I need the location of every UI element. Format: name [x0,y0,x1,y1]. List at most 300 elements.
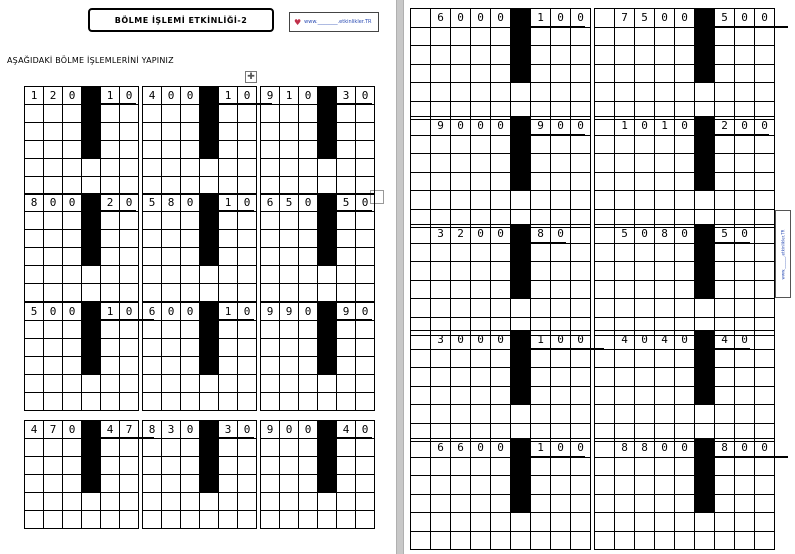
answer-cell[interactable] [695,405,715,424]
answer-cell[interactable] [615,476,635,495]
answer-cell[interactable] [635,368,655,387]
answer-cell[interactable] [181,105,200,123]
answer-cell[interactable] [571,135,591,154]
answer-cell[interactable] [143,493,162,511]
answer-cell[interactable] [44,284,63,302]
answer-cell[interactable] [219,266,238,284]
answer-cell[interactable] [261,339,280,357]
answer-cell[interactable] [491,280,511,299]
answer-cell[interactable] [431,191,451,210]
answer-cell[interactable] [735,405,755,424]
answer-cell[interactable] [431,476,451,495]
answer-cell[interactable] [551,280,571,299]
answer-cell[interactable] [280,375,299,393]
answer-cell[interactable] [531,191,551,210]
answer-cell[interactable] [735,46,755,65]
answer-cell[interactable] [299,321,318,339]
answer-cell[interactable] [219,212,238,230]
answer-cell[interactable] [143,105,162,123]
answer-cell[interactable] [44,321,63,339]
answer-cell[interactable] [63,230,82,248]
answer-cell[interactable] [595,243,615,262]
answer-cell[interactable] [101,375,120,393]
answer-cell[interactable] [431,349,451,368]
answer-cell[interactable] [280,212,299,230]
answer-cell[interactable] [471,386,491,405]
answer-cell[interactable] [63,159,82,177]
answer-cell[interactable] [181,230,200,248]
answer-cell[interactable] [431,494,451,513]
answer-cell[interactable] [531,46,551,65]
answer-cell[interactable] [261,141,280,159]
answer-cell[interactable] [755,457,775,476]
answer-cell[interactable] [755,280,775,299]
answer-cell[interactable] [181,266,200,284]
answer-cell[interactable] [44,105,63,123]
answer-cell[interactable] [200,266,219,284]
answer-cell[interactable] [451,64,471,83]
answer-cell[interactable] [318,375,337,393]
answer-cell[interactable] [318,284,337,302]
answer-cell[interactable] [238,375,257,393]
answer-cell[interactable] [238,493,257,511]
answer-cell[interactable] [238,339,257,357]
answer-cell[interactable] [531,531,551,550]
answer-cell[interactable] [25,123,44,141]
answer-cell[interactable] [63,284,82,302]
answer-cell[interactable] [337,105,356,123]
answer-cell[interactable] [101,357,120,375]
answer-cell[interactable] [635,494,655,513]
answer-cell[interactable] [531,64,551,83]
answer-cell[interactable] [675,386,695,405]
answer-cell[interactable] [715,368,735,387]
answer-cell[interactable] [675,405,695,424]
answer-cell[interactable] [635,386,655,405]
answer-cell[interactable] [411,27,431,46]
answer-cell[interactable] [655,476,675,495]
answer-cell[interactable] [143,177,162,195]
answer-cell[interactable] [261,321,280,339]
answer-cell[interactable] [299,339,318,357]
answer-cell[interactable] [318,493,337,511]
answer-cell[interactable] [551,172,571,191]
answer-cell[interactable] [615,531,635,550]
answer-cell[interactable] [219,393,238,411]
answer-cell[interactable] [635,280,655,299]
answer-cell[interactable] [101,159,120,177]
answer-cell[interactable] [238,284,257,302]
answer-cell[interactable] [451,243,471,262]
answer-cell[interactable] [655,83,675,102]
answer-cell[interactable] [715,191,735,210]
answer-cell[interactable] [120,212,139,230]
answer-cell[interactable] [655,191,675,210]
answer-cell[interactable] [356,511,375,529]
answer-cell[interactable] [491,64,511,83]
answer-cell[interactable] [44,141,63,159]
answer-cell[interactable] [143,248,162,266]
answer-cell[interactable] [101,493,120,511]
answer-cell[interactable] [82,511,101,529]
answer-cell[interactable] [635,349,655,368]
answer-cell[interactable] [675,135,695,154]
answer-cell[interactable] [715,349,735,368]
answer-cell[interactable] [431,83,451,102]
answer-cell[interactable] [162,141,181,159]
answer-cell[interactable] [337,475,356,493]
answer-cell[interactable] [238,230,257,248]
answer-cell[interactable] [219,511,238,529]
answer-cell[interactable] [571,386,591,405]
answer-cell[interactable] [735,457,755,476]
answer-cell[interactable] [219,439,238,457]
answer-cell[interactable] [491,457,511,476]
answer-cell[interactable] [571,494,591,513]
answer-cell[interactable] [511,531,531,550]
answer-cell[interactable] [735,64,755,83]
answer-cell[interactable] [337,159,356,177]
answer-cell[interactable] [356,177,375,195]
answer-cell[interactable] [531,83,551,102]
answer-cell[interactable] [101,511,120,529]
answer-cell[interactable] [755,331,775,350]
answer-cell[interactable] [411,531,431,550]
answer-cell[interactable] [162,511,181,529]
answer-cell[interactable] [219,321,238,339]
answer-cell[interactable] [615,27,635,46]
answer-cell[interactable] [181,177,200,195]
answer-cell[interactable] [25,439,44,457]
answer-cell[interactable] [735,191,755,210]
answer-cell[interactable] [615,386,635,405]
answer-cell[interactable] [299,511,318,529]
answer-cell[interactable] [675,349,695,368]
answer-cell[interactable] [675,64,695,83]
answer-cell[interactable] [571,299,591,318]
answer-cell[interactable] [120,141,139,159]
answer-cell[interactable] [143,321,162,339]
answer-cell[interactable] [715,457,735,476]
answer-cell[interactable] [451,405,471,424]
answer-cell[interactable] [44,212,63,230]
answer-cell[interactable] [299,284,318,302]
answer-cell[interactable] [181,339,200,357]
answer-cell[interactable] [120,230,139,248]
answer-cell[interactable] [715,46,735,65]
answer-cell[interactable] [551,513,571,532]
answer-cell[interactable] [471,135,491,154]
answer-cell[interactable] [531,154,551,173]
answer-cell[interactable] [181,248,200,266]
answer-cell[interactable] [571,457,591,476]
answer-cell[interactable] [143,439,162,457]
answer-cell[interactable] [491,154,511,173]
answer-cell[interactable] [337,248,356,266]
answer-cell[interactable] [471,46,491,65]
answer-cell[interactable] [471,476,491,495]
answer-cell[interactable] [238,321,257,339]
answer-cell[interactable] [143,393,162,411]
answer-cell[interactable] [675,368,695,387]
answer-cell[interactable] [200,393,219,411]
answer-cell[interactable] [451,386,471,405]
answer-cell[interactable] [238,141,257,159]
answer-cell[interactable] [120,284,139,302]
answer-cell[interactable] [595,476,615,495]
answer-cell[interactable] [491,386,511,405]
answer-cell[interactable] [280,321,299,339]
answer-cell[interactable] [162,266,181,284]
answer-cell[interactable] [261,123,280,141]
answer-cell[interactable] [595,439,615,458]
answer-cell[interactable] [356,212,375,230]
answer-cell[interactable] [615,83,635,102]
answer-cell[interactable] [531,135,551,154]
answer-cell[interactable] [635,46,655,65]
answer-cell[interactable] [181,141,200,159]
answer-cell[interactable] [571,46,591,65]
answer-cell[interactable] [715,27,735,46]
answer-cell[interactable] [219,457,238,475]
answer-cell[interactable] [280,177,299,195]
answer-cell[interactable] [101,212,120,230]
answer-cell[interactable] [101,457,120,475]
answer-cell[interactable] [531,405,551,424]
answer-cell[interactable] [675,83,695,102]
answer-cell[interactable] [735,494,755,513]
answer-cell[interactable] [471,368,491,387]
answer-cell[interactable] [715,513,735,532]
answer-cell[interactable] [635,476,655,495]
answer-cell[interactable] [571,531,591,550]
answer-cell[interactable] [635,172,655,191]
answer-cell[interactable] [615,299,635,318]
answer-cell[interactable] [337,321,356,339]
answer-cell[interactable] [431,280,451,299]
answer-cell[interactable] [531,172,551,191]
answer-cell[interactable] [411,225,431,244]
answer-cell[interactable] [411,243,431,262]
answer-cell[interactable] [655,64,675,83]
answer-cell[interactable] [261,493,280,511]
answer-cell[interactable] [63,105,82,123]
answer-cell[interactable] [491,476,511,495]
answer-cell[interactable] [219,284,238,302]
answer-cell[interactable] [25,230,44,248]
answer-cell[interactable] [675,476,695,495]
answer-cell[interactable] [471,83,491,102]
answer-cell[interactable] [635,299,655,318]
answer-cell[interactable] [101,141,120,159]
answer-cell[interactable] [280,475,299,493]
answer-cell[interactable] [531,494,551,513]
answer-cell[interactable] [595,154,615,173]
answer-cell[interactable] [200,375,219,393]
answer-cell[interactable] [280,493,299,511]
answer-cell[interactable] [120,339,139,357]
answer-cell[interactable] [551,64,571,83]
answer-cell[interactable] [337,339,356,357]
answer-cell[interactable] [755,531,775,550]
answer-cell[interactable] [25,266,44,284]
answer-cell[interactable] [655,457,675,476]
answer-cell[interactable] [143,123,162,141]
answer-cell[interactable] [451,280,471,299]
answer-cell[interactable] [491,513,511,532]
answer-cell[interactable] [635,135,655,154]
answer-cell[interactable] [451,262,471,281]
answer-cell[interactable] [451,476,471,495]
answer-cell[interactable] [25,141,44,159]
answer-cell[interactable] [655,513,675,532]
answer-cell[interactable] [655,243,675,262]
answer-cell[interactable] [299,123,318,141]
answer-cell[interactable] [356,375,375,393]
answer-cell[interactable] [675,243,695,262]
answer-cell[interactable] [615,457,635,476]
answer-cell[interactable] [82,393,101,411]
answer-cell[interactable] [162,321,181,339]
answer-cell[interactable] [551,476,571,495]
answer-cell[interactable] [411,513,431,532]
answer-cell[interactable] [451,531,471,550]
answer-cell[interactable] [299,248,318,266]
answer-cell[interactable] [143,284,162,302]
answer-cell[interactable] [595,299,615,318]
answer-cell[interactable] [595,513,615,532]
answer-cell[interactable] [471,64,491,83]
answer-cell[interactable] [162,248,181,266]
answer-cell[interactable] [143,475,162,493]
answer-cell[interactable] [25,375,44,393]
answer-cell[interactable] [25,105,44,123]
answer-cell[interactable] [356,248,375,266]
answer-cell[interactable] [531,243,551,262]
answer-cell[interactable] [491,243,511,262]
answer-cell[interactable] [120,475,139,493]
answer-cell[interactable] [615,368,635,387]
answer-cell[interactable] [63,493,82,511]
answer-cell[interactable] [261,159,280,177]
answer-cell[interactable] [162,159,181,177]
answer-cell[interactable] [511,191,531,210]
answer-cell[interactable] [695,513,715,532]
answer-cell[interactable] [162,339,181,357]
answer-cell[interactable] [63,321,82,339]
answer-cell[interactable] [595,83,615,102]
answer-cell[interactable] [44,493,63,511]
answer-cell[interactable] [162,475,181,493]
answer-cell[interactable] [101,284,120,302]
answer-cell[interactable] [615,513,635,532]
answer-cell[interactable] [675,299,695,318]
answer-cell[interactable] [120,375,139,393]
answer-cell[interactable] [162,393,181,411]
answer-cell[interactable] [162,230,181,248]
answer-cell[interactable] [431,64,451,83]
answer-cell[interactable] [715,531,735,550]
answer-cell[interactable] [431,46,451,65]
answer-cell[interactable] [755,386,775,405]
answer-cell[interactable] [337,212,356,230]
answer-cell[interactable] [715,405,735,424]
answer-cell[interactable] [238,511,257,529]
answer-cell[interactable] [431,262,451,281]
answer-cell[interactable] [411,386,431,405]
answer-cell[interactable] [299,393,318,411]
answer-cell[interactable] [337,357,356,375]
answer-cell[interactable] [551,135,571,154]
answer-cell[interactable] [471,299,491,318]
answer-cell[interactable] [571,154,591,173]
answer-cell[interactable] [25,357,44,375]
answer-cell[interactable] [451,172,471,191]
answer-cell[interactable] [451,135,471,154]
answer-cell[interactable] [595,117,615,136]
answer-cell[interactable] [615,280,635,299]
answer-cell[interactable] [531,476,551,495]
answer-cell[interactable] [299,375,318,393]
answer-cell[interactable] [735,27,755,46]
answer-cell[interactable] [238,475,257,493]
answer-cell[interactable] [511,513,531,532]
answer-cell[interactable] [63,248,82,266]
answer-cell[interactable] [531,368,551,387]
answer-cell[interactable] [571,27,591,46]
answer-cell[interactable] [318,393,337,411]
answer-cell[interactable] [675,531,695,550]
answer-cell[interactable] [44,123,63,141]
answer-cell[interactable] [755,83,775,102]
answer-cell[interactable] [162,177,181,195]
answer-cell[interactable] [280,457,299,475]
answer-cell[interactable] [280,266,299,284]
answer-cell[interactable] [25,475,44,493]
answer-cell[interactable] [471,405,491,424]
answer-cell[interactable] [162,284,181,302]
answer-cell[interactable] [571,368,591,387]
answer-cell[interactable] [451,154,471,173]
answer-cell[interactable] [635,531,655,550]
answer-cell[interactable] [531,386,551,405]
answer-cell[interactable] [755,299,775,318]
answer-cell[interactable] [181,457,200,475]
answer-cell[interactable] [44,266,63,284]
answer-cell[interactable] [735,135,755,154]
answer-cell[interactable] [44,230,63,248]
answer-cell[interactable] [755,172,775,191]
answer-cell[interactable] [25,284,44,302]
answer-cell[interactable] [451,349,471,368]
answer-cell[interactable] [735,531,755,550]
answer-cell[interactable] [63,457,82,475]
answer-cell[interactable] [238,159,257,177]
answer-cell[interactable] [655,405,675,424]
answer-cell[interactable] [451,368,471,387]
answer-cell[interactable] [735,299,755,318]
answer-cell[interactable] [143,357,162,375]
answer-cell[interactable] [551,386,571,405]
answer-cell[interactable] [82,375,101,393]
answer-cell[interactable] [219,177,238,195]
answer-cell[interactable] [615,135,635,154]
answer-cell[interactable] [615,172,635,191]
answer-cell[interactable] [356,159,375,177]
answer-cell[interactable] [551,531,571,550]
answer-cell[interactable] [44,339,63,357]
answer-cell[interactable] [431,299,451,318]
